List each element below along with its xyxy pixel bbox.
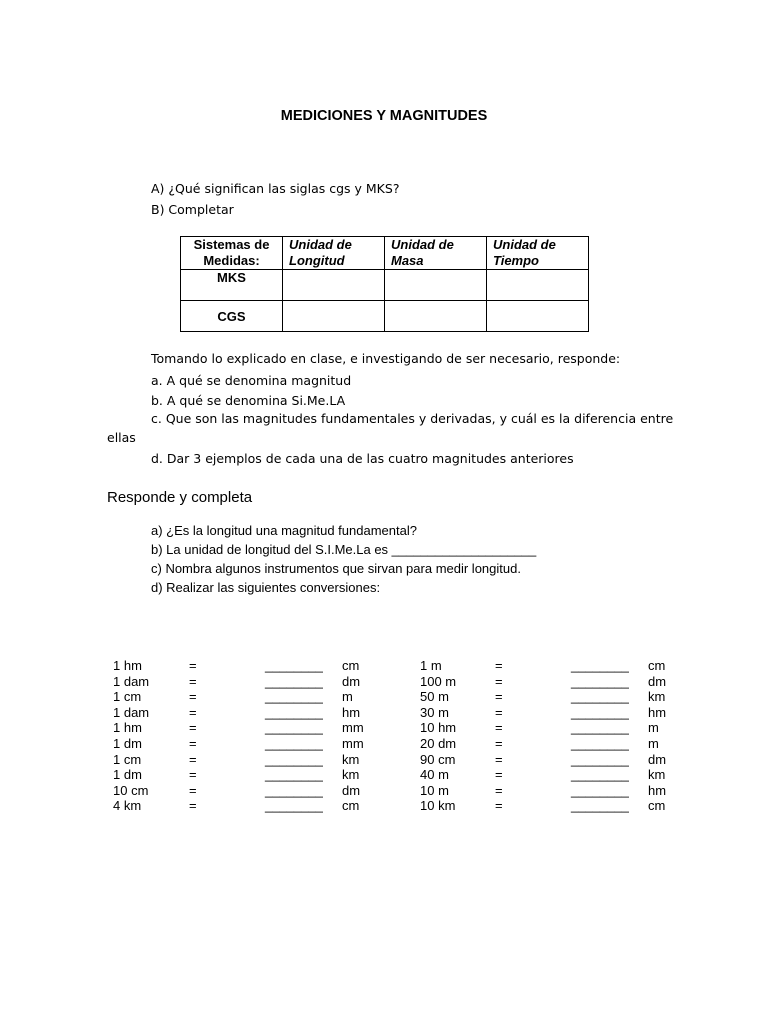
section2-item-a: a) ¿Es la longitud una magnitud fundamental? — [151, 523, 417, 538]
conversion-from: 40 m — [420, 767, 449, 783]
table-header-row — [181, 237, 589, 270]
conversion-blank[interactable]: ________ — [265, 658, 323, 673]
table-row — [181, 301, 589, 332]
conversion-blank[interactable]: ________ — [571, 673, 629, 689]
conversion-from: 10 hm — [420, 720, 457, 736]
conversion-equals: = — [189, 720, 197, 736]
conversion-blank[interactable]: ________ — [571, 736, 629, 751]
table-cell-empty[interactable] — [283, 301, 385, 332]
conversion-to: hm — [648, 782, 667, 798]
conversion-blank[interactable]: ________ — [571, 689, 629, 705]
table-header-cell: Unidad de Longitud — [283, 237, 385, 270]
table-cell-empty[interactable] — [385, 301, 487, 332]
table-row — [181, 270, 589, 301]
conversion-to: dm — [342, 673, 361, 689]
conversion-equals: = — [189, 658, 197, 673]
conversion-equals: = — [189, 689, 197, 705]
conversion-to: km — [648, 767, 666, 783]
conversion-blank[interactable]: ________ — [571, 751, 629, 767]
conversion-blank[interactable]: ________ — [265, 767, 323, 783]
conversion-equals: = — [495, 798, 503, 814]
conversion-equals: = — [495, 720, 503, 736]
question-b: B) Completar — [151, 202, 234, 217]
page-title: MEDICIONES Y MAGNITUDES — [280, 108, 488, 124]
conversion-equals: = — [189, 782, 197, 798]
conversion-to: m — [648, 720, 659, 736]
conversion-from: 1 hm — [113, 658, 142, 673]
conversion-equals: = — [495, 658, 503, 673]
conversion-equals: = — [189, 767, 197, 783]
conversion-from: 1 cm — [113, 689, 142, 705]
conversion-to: mm — [342, 720, 364, 736]
conversion-to: km — [342, 751, 360, 767]
conversion-equals: = — [189, 798, 197, 814]
conversion-blank[interactable]: ________ — [571, 720, 629, 736]
conversion-equals: = — [495, 767, 503, 783]
conversion-blank[interactable]: ________ — [265, 673, 323, 689]
table-row-label: MKS — [181, 270, 283, 301]
section1-lead: Tomando lo explicado en clase, e investigando de ser necesario, responde: — [151, 351, 621, 366]
conversion-blank[interactable]: ________ — [571, 658, 629, 673]
conversion-from: 20 dm — [420, 736, 457, 751]
conversion-blank[interactable]: ________ — [265, 720, 323, 736]
conversion-from: 1 dm — [113, 767, 142, 783]
conversion-blank[interactable]: ________ — [571, 798, 629, 814]
conversion-to: mm — [342, 736, 364, 751]
conversion-to: km — [342, 767, 360, 783]
conversion-equals: = — [495, 704, 503, 720]
conversion-blank[interactable]: ________ — [571, 704, 629, 720]
conversion-to: hm — [342, 704, 361, 720]
section2-item-c: c) Nombra algunos instrumentos que sirvan para medir longitud. — [151, 561, 521, 576]
conversion-from: 90 cm — [420, 751, 456, 767]
conversion-equals: = — [495, 782, 503, 798]
table-row-label: CGS — [181, 301, 283, 332]
conversion-equals: = — [495, 689, 503, 705]
conversion-blank[interactable]: ________ — [571, 782, 629, 798]
conversion-to: cm — [648, 798, 666, 814]
section2-item-b: b) La unidad de longitud del S.I.Me.La es ____________________ — [151, 542, 537, 557]
conversion-equals: = — [189, 736, 197, 751]
section1-item-d: d. Dar 3 ejemplos de cada una de las cuatro magnitudes anteriores — [151, 451, 574, 466]
conversion-from: 1 cm — [113, 751, 142, 767]
conversion-to: dm — [648, 673, 667, 689]
conversion-equals: = — [495, 736, 503, 751]
section1-item-a: a. A qué se denomina magnitud — [151, 373, 352, 388]
conversion-equals: = — [189, 751, 197, 767]
table-header-cell: Unidad de Tiempo — [487, 237, 589, 270]
conversion-to: hm — [648, 704, 667, 720]
table-cell-empty[interactable] — [487, 270, 589, 301]
conversion-from: 4 km — [113, 798, 142, 814]
conversion-from: 10 m — [420, 782, 449, 798]
conversion-blank[interactable]: ________ — [265, 736, 323, 751]
conversion-from: 1 hm — [113, 720, 142, 736]
conversion-from: 30 m — [420, 704, 449, 720]
table-cell-empty[interactable] — [487, 301, 589, 332]
conversion-equals: = — [495, 673, 503, 689]
conversion-blank[interactable]: ________ — [265, 798, 323, 814]
conversion-blank[interactable]: ________ — [265, 704, 323, 720]
conversion-from: 1 dam — [113, 704, 150, 720]
section1-item-c: c. Que son las magnitudes fundamentales y derivadas, y cuál es la diferencia entre — [151, 411, 674, 426]
conversion-blank[interactable]: ________ — [571, 767, 629, 783]
section2-item-d: d) Realizar las siguientes conversiones: — [151, 580, 381, 595]
conversion-blank[interactable]: ________ — [265, 751, 323, 767]
table-cell-empty[interactable] — [385, 270, 487, 301]
conversion-blank[interactable]: ________ — [265, 782, 323, 798]
systems-table — [180, 236, 589, 332]
conversion-from: 100 m — [420, 673, 457, 689]
table-header-cell: Sistemas de Medidas: — [181, 237, 283, 270]
conversion-to: cm — [342, 798, 360, 814]
table-header-cell: Unidad de Masa — [385, 237, 487, 270]
conversion-from: 10 km — [420, 798, 456, 814]
conversion-from: 50 m — [420, 689, 449, 705]
conversion-to: dm — [342, 782, 361, 798]
conversion-equals: = — [189, 673, 197, 689]
conversion-to: dm — [648, 751, 667, 767]
conversion-to: m — [342, 689, 353, 705]
conversion-blank[interactable]: ________ — [265, 689, 323, 705]
conversion-from: 1 m — [420, 658, 442, 673]
conversion-equals: = — [495, 751, 503, 767]
section2-heading: Responde y completa — [107, 489, 253, 506]
conversion-from: 1 dam — [113, 673, 150, 689]
question-a: A) ¿Qué significan las siglas cgs y MKS? — [151, 181, 400, 196]
section1-item-c-cont: ellas — [107, 430, 136, 445]
conversion-to: cm — [648, 658, 666, 673]
conversion-equals: = — [189, 704, 197, 720]
section1-item-b: b. A qué se denomina Si.Me.LA — [151, 393, 346, 408]
table-cell-empty[interactable] — [283, 270, 385, 301]
conversion-from: 10 cm — [113, 782, 149, 798]
conversion-from: 1 dm — [113, 736, 142, 751]
conversion-to: m — [648, 736, 659, 751]
conversion-to: cm — [342, 658, 360, 673]
conversion-to: km — [648, 689, 666, 705]
